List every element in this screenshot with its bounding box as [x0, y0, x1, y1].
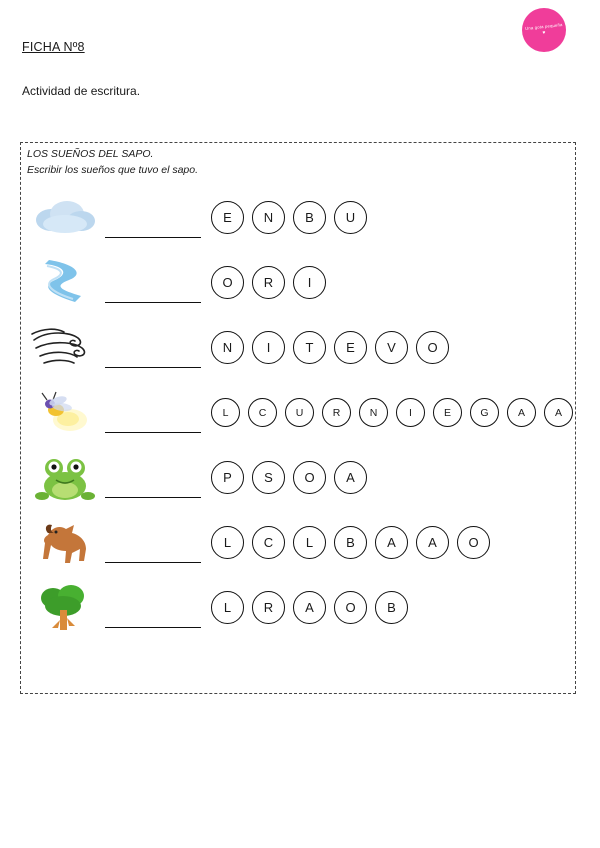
letter-circle[interactable]: I: [396, 398, 425, 427]
exercise-row: [21, 185, 575, 250]
firefly-icon: [29, 384, 101, 442]
letter-circle[interactable]: R: [252, 591, 285, 624]
letter-group: [211, 461, 375, 494]
wind-icon: [29, 319, 101, 377]
exercise-row: [21, 445, 575, 510]
letter-circle[interactable]: R: [252, 266, 285, 299]
letter-circle[interactable]: G: [470, 398, 499, 427]
answer-blank[interactable]: [105, 613, 201, 628]
horse-icon: [29, 514, 101, 572]
letter-circle[interactable]: N: [359, 398, 388, 427]
page-title: FICHA Nº8: [22, 40, 85, 54]
letter-group: [211, 201, 375, 234]
letter-circle[interactable]: U: [334, 201, 367, 234]
letter-group: [211, 526, 498, 559]
letter-circle[interactable]: E: [334, 331, 367, 364]
letter-group: [211, 398, 581, 427]
letter-circle[interactable]: B: [293, 201, 326, 234]
answer-blank[interactable]: [105, 418, 201, 433]
letter-circle[interactable]: E: [433, 398, 462, 427]
letter-circle[interactable]: N: [252, 201, 285, 234]
exercise-row: [21, 250, 575, 315]
letter-circle[interactable]: V: [375, 331, 408, 364]
answer-blank[interactable]: [105, 548, 201, 563]
letter-circle[interactable]: A: [507, 398, 536, 427]
exercise-rows: [21, 185, 575, 640]
letter-circle[interactable]: L: [211, 591, 244, 624]
letter-circle[interactable]: O: [457, 526, 490, 559]
letter-circle[interactable]: C: [252, 526, 285, 559]
logo-label: Una gota pequeña: [524, 22, 563, 32]
letter-circle[interactable]: L: [211, 526, 244, 559]
tree-icon: [29, 579, 101, 637]
answer-blank[interactable]: [105, 288, 201, 303]
exercise-row: [21, 315, 575, 380]
letter-circle[interactable]: R: [322, 398, 351, 427]
letter-circle[interactable]: B: [334, 526, 367, 559]
letter-circle[interactable]: A: [544, 398, 573, 427]
river-icon: [29, 254, 101, 312]
letter-circle[interactable]: B: [375, 591, 408, 624]
letter-circle[interactable]: T: [293, 331, 326, 364]
heart-icon: ♥: [542, 29, 546, 36]
exercise-row: [21, 510, 575, 575]
letter-circle[interactable]: S: [252, 461, 285, 494]
frog-icon: [29, 449, 101, 507]
letter-group: [211, 591, 416, 624]
letter-circle[interactable]: I: [293, 266, 326, 299]
letter-circle[interactable]: N: [211, 331, 244, 364]
cloud-icon: [29, 189, 101, 247]
activity-instruction: Escribir los sueños que tuvo el sapo.: [27, 164, 199, 176]
answer-blank[interactable]: [105, 223, 201, 238]
activity-title: LOS SUEÑOS DEL SAPO.: [27, 148, 154, 160]
exercise-row: [21, 575, 575, 640]
letter-circle[interactable]: E: [211, 201, 244, 234]
letter-circle[interactable]: I: [252, 331, 285, 364]
letter-circle[interactable]: O: [334, 591, 367, 624]
site-logo: [522, 8, 566, 52]
letter-circle[interactable]: O: [293, 461, 326, 494]
letter-circle[interactable]: A: [334, 461, 367, 494]
letter-circle[interactable]: O: [416, 331, 449, 364]
letter-group: [211, 266, 334, 299]
letter-circle[interactable]: L: [293, 526, 326, 559]
letter-circle[interactable]: L: [211, 398, 240, 427]
letter-circle[interactable]: C: [248, 398, 277, 427]
letter-circle[interactable]: O: [211, 266, 244, 299]
letter-circle[interactable]: P: [211, 461, 244, 494]
letter-circle[interactable]: A: [375, 526, 408, 559]
letter-group: [211, 331, 457, 364]
answer-blank[interactable]: [105, 353, 201, 368]
letter-circle[interactable]: A: [416, 526, 449, 559]
exercise-row: [21, 380, 575, 445]
page-subtitle: Actividad de escritura.: [22, 84, 141, 98]
letter-circle[interactable]: U: [285, 398, 314, 427]
answer-blank[interactable]: [105, 483, 201, 498]
activity-box: [20, 142, 576, 694]
letter-circle[interactable]: A: [293, 591, 326, 624]
